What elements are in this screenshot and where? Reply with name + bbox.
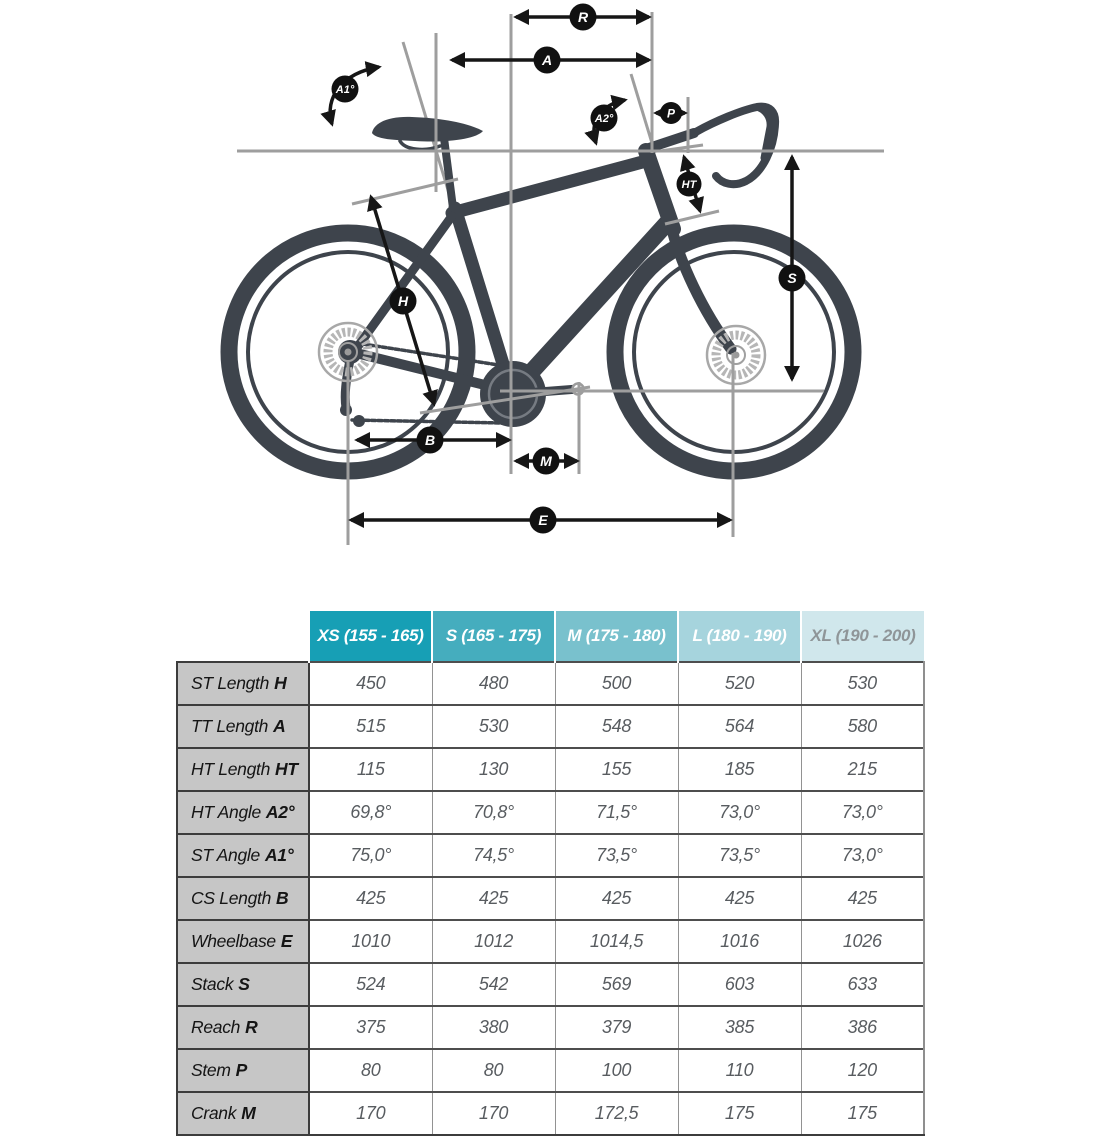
row-label-cell bbox=[177, 834, 309, 877]
row-code: R bbox=[245, 1017, 258, 1037]
value-cell: 425 bbox=[678, 877, 801, 920]
table-row bbox=[177, 920, 924, 963]
value-cell: 520 bbox=[678, 662, 801, 705]
row-code: E bbox=[280, 931, 293, 951]
badge-E-label: E bbox=[538, 512, 548, 529]
row-code: B bbox=[276, 888, 289, 908]
table-row bbox=[177, 1006, 924, 1049]
value-cell: 1014,5 bbox=[555, 920, 678, 963]
row-code: A bbox=[273, 716, 286, 736]
badge-R-label: R bbox=[577, 9, 589, 26]
value-cell: 170 bbox=[432, 1092, 555, 1135]
value-cell: 110 bbox=[678, 1049, 801, 1092]
row-code: M bbox=[241, 1103, 256, 1123]
row-label: Reach bbox=[191, 1017, 241, 1037]
row-label: HT Angle bbox=[191, 802, 261, 822]
table-row bbox=[177, 834, 924, 877]
value-cell: 564 bbox=[678, 705, 801, 748]
value-cell: 530 bbox=[432, 705, 555, 748]
top-tube bbox=[452, 160, 650, 213]
value-cell: 73,0° bbox=[801, 834, 924, 877]
value-cell: 425 bbox=[555, 877, 678, 920]
row-label-cell bbox=[177, 877, 309, 920]
value-cell: 175 bbox=[801, 1092, 924, 1135]
badge-S-label: S bbox=[787, 270, 797, 287]
row-label: CS Length bbox=[191, 888, 271, 908]
table-row bbox=[177, 877, 924, 920]
table-row bbox=[177, 963, 924, 1006]
badge-P-label: P bbox=[666, 106, 676, 121]
row-code: H bbox=[274, 673, 287, 693]
size-column-header: S (165 - 175) bbox=[432, 611, 555, 662]
table-row bbox=[177, 705, 924, 748]
value-cell: 530 bbox=[801, 662, 924, 705]
value-cell: 515 bbox=[309, 705, 432, 748]
row-label: Crank bbox=[191, 1103, 237, 1123]
table-row bbox=[177, 791, 924, 834]
row-label-cell bbox=[177, 791, 309, 834]
row-label: Wheelbase bbox=[191, 931, 276, 951]
badge-B bbox=[417, 427, 444, 454]
badge-M-label: M bbox=[540, 453, 552, 470]
badge-E bbox=[530, 507, 557, 534]
value-cell: 633 bbox=[801, 963, 924, 1006]
badge-B-label: B bbox=[424, 432, 436, 449]
badge-A-label: A bbox=[541, 52, 553, 69]
value-cell: 500 bbox=[555, 662, 678, 705]
value-cell: 548 bbox=[555, 705, 678, 748]
value-cell: 379 bbox=[555, 1006, 678, 1049]
value-cell: 69,8° bbox=[309, 791, 432, 834]
row-label-cell bbox=[177, 748, 309, 791]
row-label: ST Length bbox=[191, 673, 270, 693]
value-cell: 70,8° bbox=[432, 791, 555, 834]
row-label-cell bbox=[177, 705, 309, 748]
badge-A bbox=[534, 47, 561, 74]
row-label: Stem bbox=[191, 1060, 231, 1080]
value-cell: 1012 bbox=[432, 920, 555, 963]
value-cell: 115 bbox=[309, 748, 432, 791]
row-label-cell bbox=[177, 1006, 309, 1049]
derailleur-pulley-bottom bbox=[353, 415, 365, 427]
row-code: HT bbox=[275, 759, 298, 779]
badge-HT bbox=[677, 172, 702, 197]
value-cell: 172,5 bbox=[555, 1092, 678, 1135]
table-row bbox=[177, 662, 924, 705]
row-code: A2° bbox=[265, 802, 295, 822]
value-cell: 73,0° bbox=[801, 791, 924, 834]
value-cell: 542 bbox=[432, 963, 555, 1006]
table-row bbox=[177, 1049, 924, 1092]
value-cell: 480 bbox=[432, 662, 555, 705]
value-cell: 580 bbox=[801, 705, 924, 748]
size-column-header: L (180 - 190) bbox=[678, 611, 801, 662]
value-cell: 450 bbox=[309, 662, 432, 705]
table-row bbox=[177, 1092, 924, 1135]
value-cell: 569 bbox=[555, 963, 678, 1006]
value-cell: 130 bbox=[432, 748, 555, 791]
value-cell: 155 bbox=[555, 748, 678, 791]
row-label: ST Angle bbox=[191, 845, 260, 865]
value-cell: 100 bbox=[555, 1049, 678, 1092]
value-cell: 73,5° bbox=[555, 834, 678, 877]
chain-bottom bbox=[352, 420, 502, 423]
value-cell: 1026 bbox=[801, 920, 924, 963]
badge-A2 bbox=[591, 105, 618, 132]
badge-M bbox=[533, 448, 560, 475]
value-cell: 120 bbox=[801, 1049, 924, 1092]
value-cell: 425 bbox=[801, 877, 924, 920]
row-label-cell bbox=[177, 1049, 309, 1092]
badge-P bbox=[660, 102, 682, 124]
seat-tube-top-tick bbox=[352, 179, 458, 204]
badge-S bbox=[779, 265, 806, 292]
badge-HT-label: HT bbox=[681, 178, 697, 191]
row-label-cell bbox=[177, 920, 309, 963]
value-cell: 71,5° bbox=[555, 791, 678, 834]
value-cell: 380 bbox=[432, 1006, 555, 1049]
badge-A1 bbox=[332, 76, 359, 103]
badge-H-label: H bbox=[397, 293, 409, 310]
table-corner-cell bbox=[177, 611, 309, 662]
value-cell: 425 bbox=[309, 877, 432, 920]
badge-A2-label: A2° bbox=[594, 112, 614, 125]
value-cell: 1016 bbox=[678, 920, 801, 963]
value-cell: 215 bbox=[801, 748, 924, 791]
row-label: Stack bbox=[191, 974, 234, 994]
value-cell: 524 bbox=[309, 963, 432, 1006]
seat-post bbox=[444, 138, 453, 208]
badge-R bbox=[570, 4, 597, 31]
row-code: P bbox=[235, 1060, 248, 1080]
value-cell: 170 bbox=[309, 1092, 432, 1135]
value-cell: 75,0° bbox=[309, 834, 432, 877]
value-cell: 185 bbox=[678, 748, 801, 791]
value-cell: 1010 bbox=[309, 920, 432, 963]
table-row bbox=[177, 748, 924, 791]
row-label-cell bbox=[177, 662, 309, 705]
size-column-header: M (175 - 180) bbox=[555, 611, 678, 662]
value-cell: 386 bbox=[801, 1006, 924, 1049]
size-header-row bbox=[177, 611, 924, 662]
value-cell: 80 bbox=[432, 1049, 555, 1092]
value-cell: 175 bbox=[678, 1092, 801, 1135]
derailleur-pulley-top bbox=[340, 404, 352, 416]
row-label: HT Length bbox=[191, 759, 271, 779]
size-column-header: XS (155 - 165) bbox=[309, 611, 432, 662]
value-cell: 73,0° bbox=[678, 791, 801, 834]
value-cell: 603 bbox=[678, 963, 801, 1006]
value-cell: 425 bbox=[432, 877, 555, 920]
size-column-header: XL (190 - 200) bbox=[801, 611, 924, 662]
value-cell: 375 bbox=[309, 1006, 432, 1049]
size-geometry-table bbox=[176, 611, 925, 1136]
row-code: S bbox=[238, 974, 250, 994]
value-cell: 80 bbox=[309, 1049, 432, 1092]
row-code: A1° bbox=[264, 845, 294, 865]
badge-H bbox=[390, 288, 417, 315]
value-cell: 385 bbox=[678, 1006, 801, 1049]
value-cell: 73,5° bbox=[678, 834, 801, 877]
row-label: TT Length bbox=[191, 716, 269, 736]
row-label-cell bbox=[177, 1092, 309, 1135]
value-cell: 74,5° bbox=[432, 834, 555, 877]
saddle bbox=[372, 117, 483, 142]
bike-silhouette bbox=[229, 107, 853, 471]
front-disc-rotor bbox=[707, 326, 765, 384]
badge-A1-label: A1° bbox=[335, 83, 355, 96]
row-label-cell bbox=[177, 963, 309, 1006]
